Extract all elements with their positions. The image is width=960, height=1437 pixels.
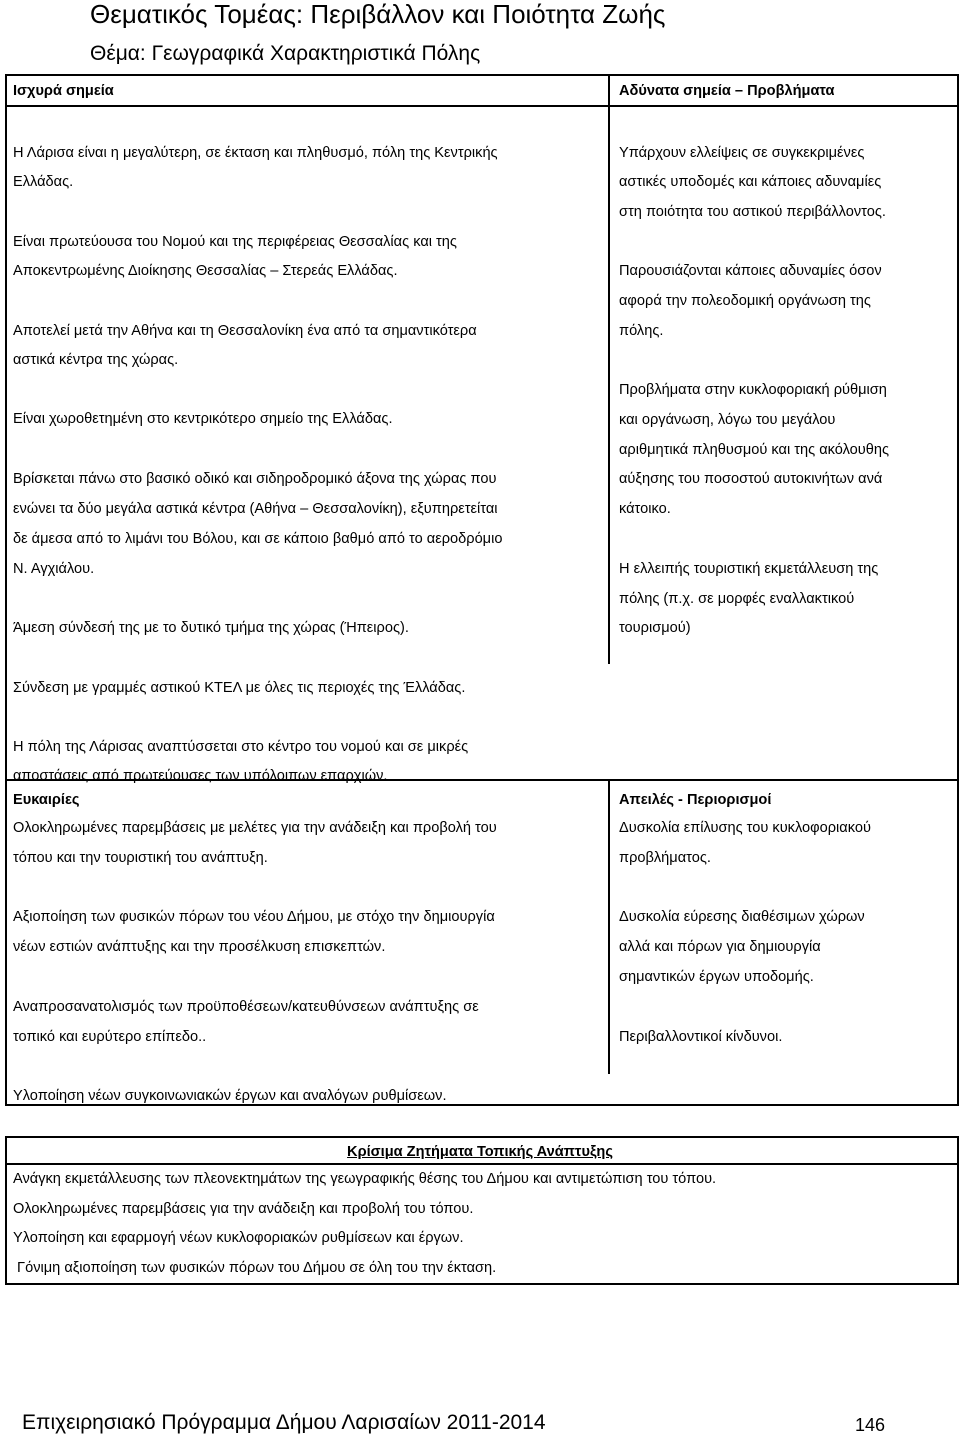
- strength-line: Βρίσκεται πάνω στο βασικό οδικό και σιδηροδρομικό άξονα της χώρας που: [13, 471, 497, 487]
- weakness-line: πόλης (π.χ. σε μορφές εναλλακτικού: [619, 591, 855, 607]
- weakness-line: Παρουσιάζονται κάποιες αδυναμίες όσον: [619, 263, 882, 279]
- opportunities-header: Ευκαιρίες: [13, 792, 80, 808]
- strength-line: Η πόλη της Λάρισας αναπτύσσεται στο κέντρο του νομού και σε μικρές: [13, 739, 469, 755]
- critical-issue-line: Υλοποίηση και εφαρμογή νέων κυκλοφοριακών ρυθμίσεων και έργων.: [13, 1230, 464, 1246]
- threats-header: Απειλές - Περιορισμοί: [619, 792, 772, 808]
- table-border-left: [5, 74, 7, 781]
- strength-line: Άμεση σύνδεσή της με το δυτικό τμήμα της χώρας (Ήπειρος).: [13, 620, 409, 636]
- page-number: 146: [855, 1415, 886, 1435]
- strength-line: Ν. Αγχιάλου.: [13, 561, 95, 577]
- opportunity-line: Αξιοποίηση των φυσικών πόρων του νέου Δήμου, με στόχο την δημιουργία: [13, 909, 495, 925]
- strength-line: Ελλάδας.: [13, 174, 74, 190]
- weakness-line: κάτοικο.: [619, 501, 671, 517]
- page-subtitle: Θέμα: Γεωγραφικά Χαρακτηριστικά Πόλης: [90, 42, 481, 65]
- strength-line: Αποκεντρωμένης Διοίκησης Θεσσαλίας – Στερεάς Ελλάδας.: [13, 263, 398, 279]
- threat-line: Δυσκολία εύρεσης διαθέσιμων χώρων: [619, 909, 865, 925]
- weakness-line: τουρισμού): [619, 620, 691, 636]
- opportunity-line: Ολοκληρωμένες παρεμβάσεις με μελέτες για την ανάδειξη και προβολή του: [13, 820, 497, 836]
- table-border-right: [957, 74, 959, 781]
- strength-line: Είναι χωροθετημένη στο κεντρικότερο σημείο της Ελλάδας.: [13, 411, 393, 427]
- weakness-line: Προβλήματα στην κυκλοφοριακή ρύθμιση: [619, 382, 887, 398]
- weaknesses-header: Αδύνατα σημεία – Προβλήματα: [619, 83, 835, 99]
- threat-line: σημαντικών έργων υποδομής.: [619, 969, 814, 985]
- strengths-header: Ισχυρά σημεία: [13, 83, 114, 99]
- threat-line: Περιβαλλοντικοί κίνδυνοι.: [619, 1029, 783, 1045]
- weakness-line: αστικές υποδομές και κάποιες αδυναμίες: [619, 174, 882, 190]
- opportunity-line: τόπου και την τουριστική του ανάπτυξη.: [13, 850, 268, 866]
- weakness-line: Η ελλειπής τουριστική εκμετάλλευση της: [619, 561, 879, 577]
- strength-line: Σύνδεση με γραμμές αστικού ΚΤΕΛ με όλες τις περιοχές της Έλλάδας.: [13, 680, 466, 696]
- critical-issue-line: Ανάγκη εκμετάλλευσης των πλεονεκτημάτων της γεωγραφικής θέσης του Δήμου και αντιμετώπιση του τόπου.: [13, 1171, 717, 1187]
- weakness-line: αριθμητικά πληθυσμού και της ακόλουθης: [619, 442, 890, 458]
- weakness-line: αφορά την πολεοδομική οργάνωση της: [619, 293, 871, 309]
- table-column-divider: [608, 779, 610, 1074]
- page-title: Θεματικός Τομέας: Περιβάλλον και Ποιότητα Ζωής: [90, 0, 666, 29]
- strength-line: Αποτελεί μετά την Αθήνα και τη Θεσσαλονίκη ένα από τα σημαντικότερα: [13, 323, 477, 339]
- critical-issue-line: Ολοκληρωμένες παρεμβάσεις για την ανάδειξη και προβολή του τόπου.: [13, 1201, 474, 1217]
- opportunity-line: Υλοποίηση νέων συγκοινωνιακών έργων και αναλόγων ρυθμίσεων.: [13, 1088, 447, 1104]
- strength-line: αστικά κέντρα της χώρας.: [13, 352, 179, 368]
- footer-program-title: Επιχειρησιακό Πρόγραμμα Δήμου Λαρισαίων 2011-2014: [22, 1411, 546, 1434]
- weakness-line: αύξησης του ποσοστού αυτοκινήτων ανά: [619, 471, 883, 487]
- table-border-right: [957, 779, 959, 1106]
- weakness-line: και οργάνωση, λόγω του μεγάλου: [619, 412, 836, 428]
- weakness-line: στη ποιότητα του αστικού περιβάλλοντος.: [619, 204, 886, 220]
- opportunity-line: τοπικό και ευρύτερο επίπεδο..: [13, 1029, 207, 1045]
- table-border-left: [5, 779, 7, 1106]
- strength-line: Η Λάρισα είναι η μεγαλύτερη, σε έκταση και πληθυσμό, πόλη της Κεντρικής: [13, 145, 498, 161]
- threat-line: Δυσκολία επίλυσης του κυκλοφοριακού: [619, 820, 871, 836]
- weakness-line: πόλης.: [619, 323, 664, 339]
- strength-line: αποστάσεις από πρωτεύουσες των υπόλοιπων επαρχιών.: [13, 768, 388, 784]
- weakness-line: Υπάρχουν ελλείψεις σε συγκεκριμένες: [619, 145, 865, 161]
- strength-line: ενώνει τα δύο μεγάλα αστικά κέντρα (Αθήνα – Θεσσαλονίκη), εξυπηρετείται: [13, 501, 498, 517]
- threat-line: προβλήματος.: [619, 850, 711, 866]
- table-border-bottom: [5, 1283, 958, 1285]
- strength-line: δε άμεσα από το λιμάνι του Βόλου, και σε κάποιο βαθμό από το αεροδρόμιο: [13, 531, 503, 547]
- opportunity-line: νέων εστιών ανάπτυξης και την προσέλκυση επισκεπτών.: [13, 939, 386, 955]
- critical-issues-header: Κρίσιμα Ζητήματα Τοπικής Ανάπτυξης: [347, 1144, 613, 1160]
- table-column-divider: [608, 74, 610, 664]
- critical-issue-line: Γόνιμη αξιοποίηση των φυσικών πόρων του Δήμου σε όλη του την έκταση.: [13, 1260, 497, 1276]
- threat-line: αλλά και πόρων για δημιουργία: [619, 939, 821, 955]
- opportunity-line: Αναπροσανατολισμός των προϋποθέσεων/κατευθύνσεων ανάπτυξης σε: [13, 999, 479, 1015]
- strength-line: Είναι πρωτεύουσα του Νομού και της περιφέρειας Θεσσαλίας και της: [13, 234, 457, 250]
